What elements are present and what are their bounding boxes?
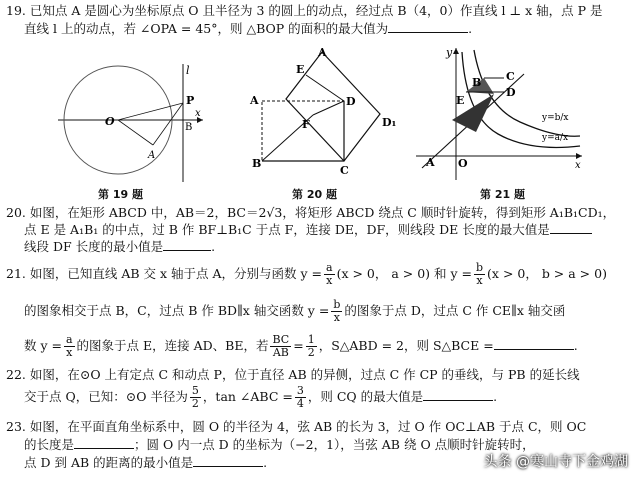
q23-answer-blank-2[interactable] xyxy=(193,454,263,467)
fig21-label-o: O xyxy=(458,157,468,170)
q22-line2: 交于点 Q，已知：⊙O 半径为 $\frac{5}{2}$ ，tan ∠ABC = $\frac{3}{4}$ ，则 CQ 的最大值是 . xyxy=(24,384,498,410)
q19-line1: 19. 已知点 A 是圆心为坐标原点 O 且半径为 3 的圆上的动点，经过点 B（4，0）作直线 l ⊥ x 轴，点 P 是 xyxy=(6,3,603,18)
q21-line3: 数 y = $\frac{a}{x}$ 的图象于点 E，连接 AD、BE，若 $\frac{BC}{AB}$ = $\frac{1}{2}$ ，S△ABD = 2，则 S△BCE = . xyxy=(24,333,578,359)
figure-19 xyxy=(58,44,208,184)
q19-answer-blank[interactable] xyxy=(388,20,468,33)
fig20-label-a1: A xyxy=(318,46,327,59)
q23-answer-blank-1[interactable] xyxy=(74,436,134,449)
fraction-tan: $\frac{3}{4}$ xyxy=(296,384,304,410)
fraction-b-over-x-2: $\frac{b}{x}$ xyxy=(333,298,341,324)
q22-answer-blank[interactable] xyxy=(423,388,493,401)
q21-answer-blank[interactable] xyxy=(494,337,574,350)
figure-20 xyxy=(240,44,400,184)
fig21-label-x: x xyxy=(575,160,581,171)
fig21-label-c: C xyxy=(506,70,515,83)
q20-answer-blank-2[interactable] xyxy=(163,238,211,251)
fig21-label-yb: y=b/x xyxy=(542,113,569,123)
fraction-a-over-x: $\frac{a}{x}$ xyxy=(326,261,333,287)
fig21-label-y: y xyxy=(446,46,453,59)
fig21-label-d: D xyxy=(506,86,516,99)
q19-line2: 直线 l 上的动点，若 ∠OPA = 45°，则 △BOP 的面积的最大值为 . xyxy=(24,21,473,36)
q20-line1: 20. 如图，在矩形 ABCD 中，AB＝2，BC＝2√3，将矩形 ABCD 绕点 C 顺时针旋转，得到矩形 A₁B₁CD₁， xyxy=(6,205,616,220)
q21-line1: 21. 如图，已知直线 AB 交 x 轴于点 A，分别与函数 y = $\frac{a}{x}$ (x > 0， a > 0) 和 y = $\frac{b}{x}$ (x > 0， b > a > 0) xyxy=(6,261,607,287)
fig19-label-x: x xyxy=(195,108,201,119)
fig21-label-e: E xyxy=(456,94,465,107)
fig20-label-c: C xyxy=(340,164,349,177)
fig19-label-b: B xyxy=(185,122,193,133)
q23-line2: 的长度是 ；圆 O 内一点 D 的坐标为（−2，1），当弦 AB 绕 O 点顺时针旋转时， xyxy=(24,437,535,452)
fig19-label-o: O xyxy=(105,115,115,128)
figure-21 xyxy=(412,44,588,184)
fraction-radius: $\frac{5}{2}$ xyxy=(191,384,199,410)
fig21-label-a: A xyxy=(426,156,435,169)
fig20-label-d: D xyxy=(346,95,356,108)
fig20-label-a: A xyxy=(250,94,259,107)
fig21-label-ya: y=a/x xyxy=(542,133,569,143)
fraction-b-over-x: $\frac{b}{x}$ xyxy=(476,261,484,287)
fig19-label-l: l xyxy=(186,64,190,77)
fig21-label-b: B xyxy=(472,76,482,89)
q20-line3: 线段 DF 长度的最小值是 . xyxy=(24,239,216,254)
fig20-label-b: B xyxy=(252,157,262,170)
q23-line3: 点 D 到 AB 的距离的最小值是 . xyxy=(24,455,268,470)
q20-answer-blank-1[interactable] xyxy=(550,221,592,234)
q20-line2: 点 E 是 A₁B₁ 的中点，过 B 作 BF⊥B₁C 于点 F，连接 DE，DF，则线段 DE 长度的最大值是 xyxy=(24,221,592,238)
fraction-bc-over-ab: $\frac{BC}{AB}$ xyxy=(272,333,290,359)
watermark: 头条 @寒山寺下金鸡湖 xyxy=(483,454,628,470)
fig20-label-d1: D₁ xyxy=(382,116,397,129)
figure-21-caption: 第 21 题 xyxy=(480,188,525,201)
fig20-label-f: F xyxy=(302,118,310,131)
q22-line1: 22. 如图，在⊙O 上有定点 C 和动点 P，位于直径 AB 的异侧，过点 C 作 CP 的垂线，与 PB 的延长线 xyxy=(6,367,580,382)
fig19-label-a: A xyxy=(148,150,156,161)
fraction-one-half: $\frac{1}{2}$ xyxy=(307,333,315,359)
figure-20-caption: 第 20 题 xyxy=(292,188,337,201)
fig19-label-p: P xyxy=(186,94,195,107)
fraction-a-over-x-2: $\frac{a}{x}$ xyxy=(65,333,73,359)
q21-line2: 的图象相交于点 B，C，过点 B 作 BD∥x 轴交函数 y = $\frac{b}{x}$ 的图象于点 D，过点 C 作 CE∥x 轴交函 xyxy=(24,298,566,324)
figure-19-caption: 第 19 题 xyxy=(98,188,143,201)
fig20-label-e: E xyxy=(296,63,305,76)
q23-line1: 23. 如图，在平面直角坐标系中，圆 O 的半径为 4，弦 AB 的长为 3，过 O 作 OC⊥AB 于点 C，则 OC xyxy=(6,419,587,434)
